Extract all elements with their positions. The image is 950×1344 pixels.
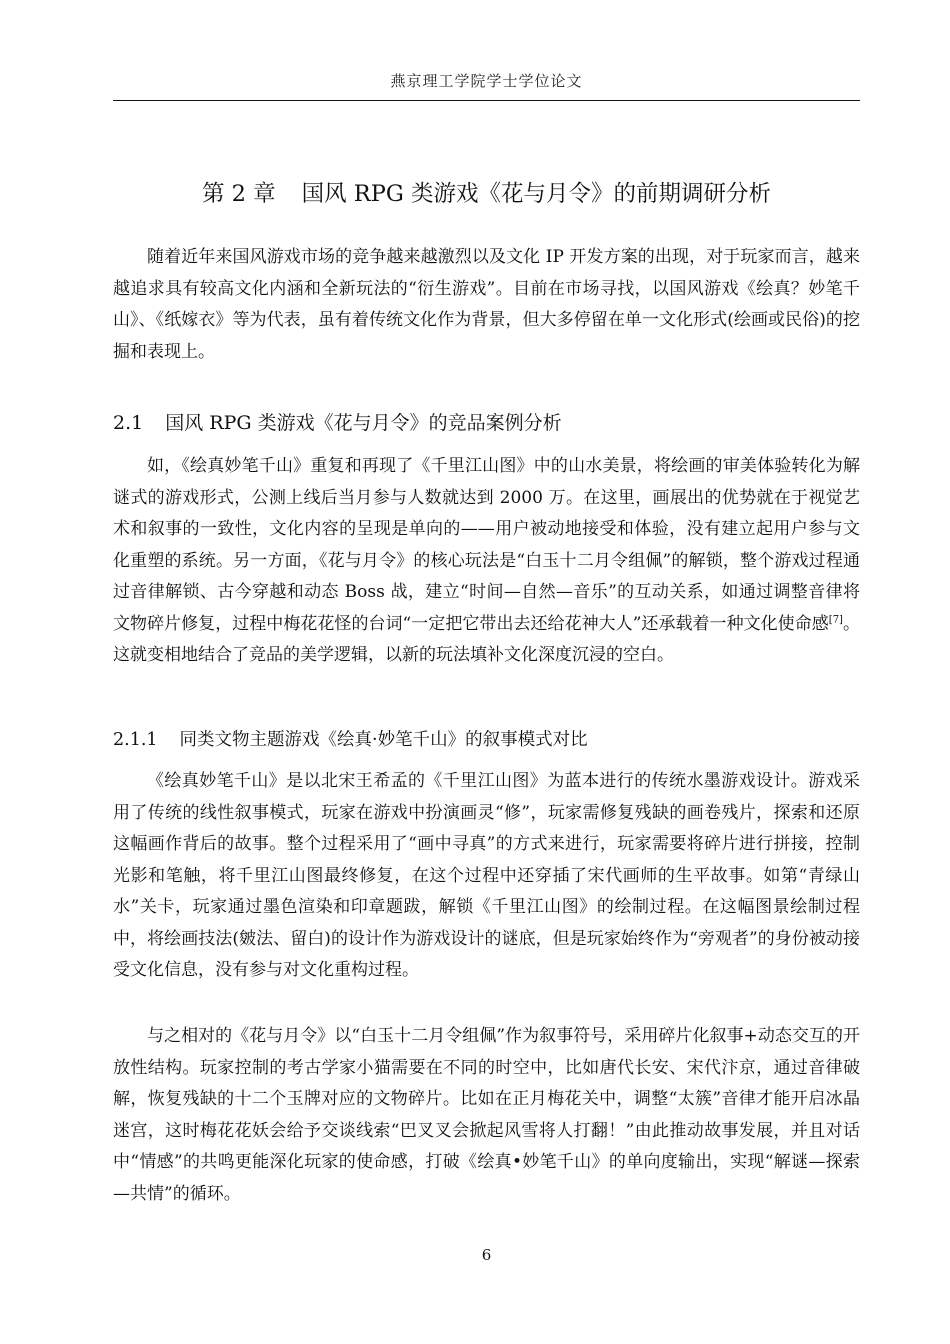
subsection-number: 2.1.1 [113, 730, 158, 750]
section-2-1-paragraph [113, 451, 860, 672]
chapter-title [113, 176, 860, 208]
paragraph-text-continued: 。这就变相地结合了竞品的美学逻辑，以新的玩法填补文化深度沉浸的空白。 [113, 613, 861, 665]
page-number: 6 [481, 1246, 492, 1264]
header-divider [113, 100, 860, 101]
section-heading-2-1-1 [113, 726, 860, 751]
section-title: 国风 RPG 类游戏《花与月令》的竞品案例分析 [165, 412, 562, 434]
chapter-title-text: 国风 RPG 类游戏《花与月令》的前期调研分析 [301, 181, 771, 207]
chapter-number: 第 2 章 [202, 181, 276, 207]
section-2-1-1-paragraph-1: 《绘真妙笔千山》是以北宋王希孟的《千里江山图》为蓝本进行的传统水墨游戏设计。游戏采用了传统的线性叙事模式，玩家在游戏中扮演画灵“修”，玩家需修复残缺的画卷残片，探索和还原这幅画作背后的故事。整个过程采用了“画中寻真”的方式来进行，玩家需要将碎片进行拼接，控制光影和笔触，将千里江山图最终修复，在这个过程中还穿插了宋代画师的生平故事。如第“青绿山水”关卡，玩家通过墨色渲染和印章题跋，解锁《千里江山图》的绘制过程。在这幅图景绘制过程中，将绘画技法(皴法、留白)的设计作为游戏设计的谜底，但是玩家始终作为“旁观者”的身份被动接受文化信息，没有参与对文化重构过程。 [113, 771, 860, 980]
running-header: 燕京理工学院学士学位论文 [390, 72, 583, 90]
paragraph-text: 如，《绘真妙笔千山》重复和再现了《千里江山图》中的山水美景，将绘画的审美体验转化为解谜式的游戏形式，公测上线后当月参与人数就达到 2000 万。在这里，画展出的优势就在于视觉艺术和叙事的一致性，文化内容的呈现是单向的——用户被动地接受和体验，没有建立起用户参与文化重塑的系统。另一方面，《花与月令》的核心玩法是“白玉十二月令组佩”的解锁，整个游戏过程通过音律解锁、古今穿越和动态 Boss 战，建立“时间—自然—音乐”的互动关系，如通过调整音律将文物碎片修复，过程中梅花花怪的台词“一定把它带出去还给花神大人”还承载着一种文化使命感 [113, 456, 860, 634]
intro-paragraph: 随着近年来国风游戏市场的竞争越来越激烈以及文化 IP 开发方案的出现，对于玩家而言，越来越追求具有较高文化内涵和全新玩法的“衍生游戏”。目前在市场寻找，以国风游戏《绘真？妙笔千山》、《纸嫁衣》等为代表，虽有着传统文化作为背景，但大多停留在单一文化形式(绘画或民俗)的挖掘和表现上。 [113, 247, 860, 362]
section-2-1-1-paragraph-2: 与之相对的《花与月令》以“白玉十二月令组佩”作为叙事符号，采用碎片化叙事+动态交互的开放性结构。玩家控制的考古学家小猫需要在不同的时空中，比如唐代长安、宋代汴京，通过音律破解，恢复残缺的十二个玉牌对应的文物碎片。比如在正月梅花关中，调整“太簇”音律才能开启冰晶迷宫，这时梅花花妖会给予交谈线索“巴叉叉会掀起风雪将人打翻！”由此推动故事发展，并且对话中“情感”的共鸣更能深化玩家的使命感，打破《绘真•妙笔千山》的单向度输出，实现“解谜—探索—共情”的循环。 [113, 1026, 860, 1204]
subsection-title: 同类文物主题游戏《绘真·妙笔千山》的叙事模式对比 [179, 730, 588, 750]
citation-marker: [7] [828, 613, 843, 625]
section-number: 2.1 [113, 412, 144, 434]
section-heading-2-1 [113, 408, 860, 435]
